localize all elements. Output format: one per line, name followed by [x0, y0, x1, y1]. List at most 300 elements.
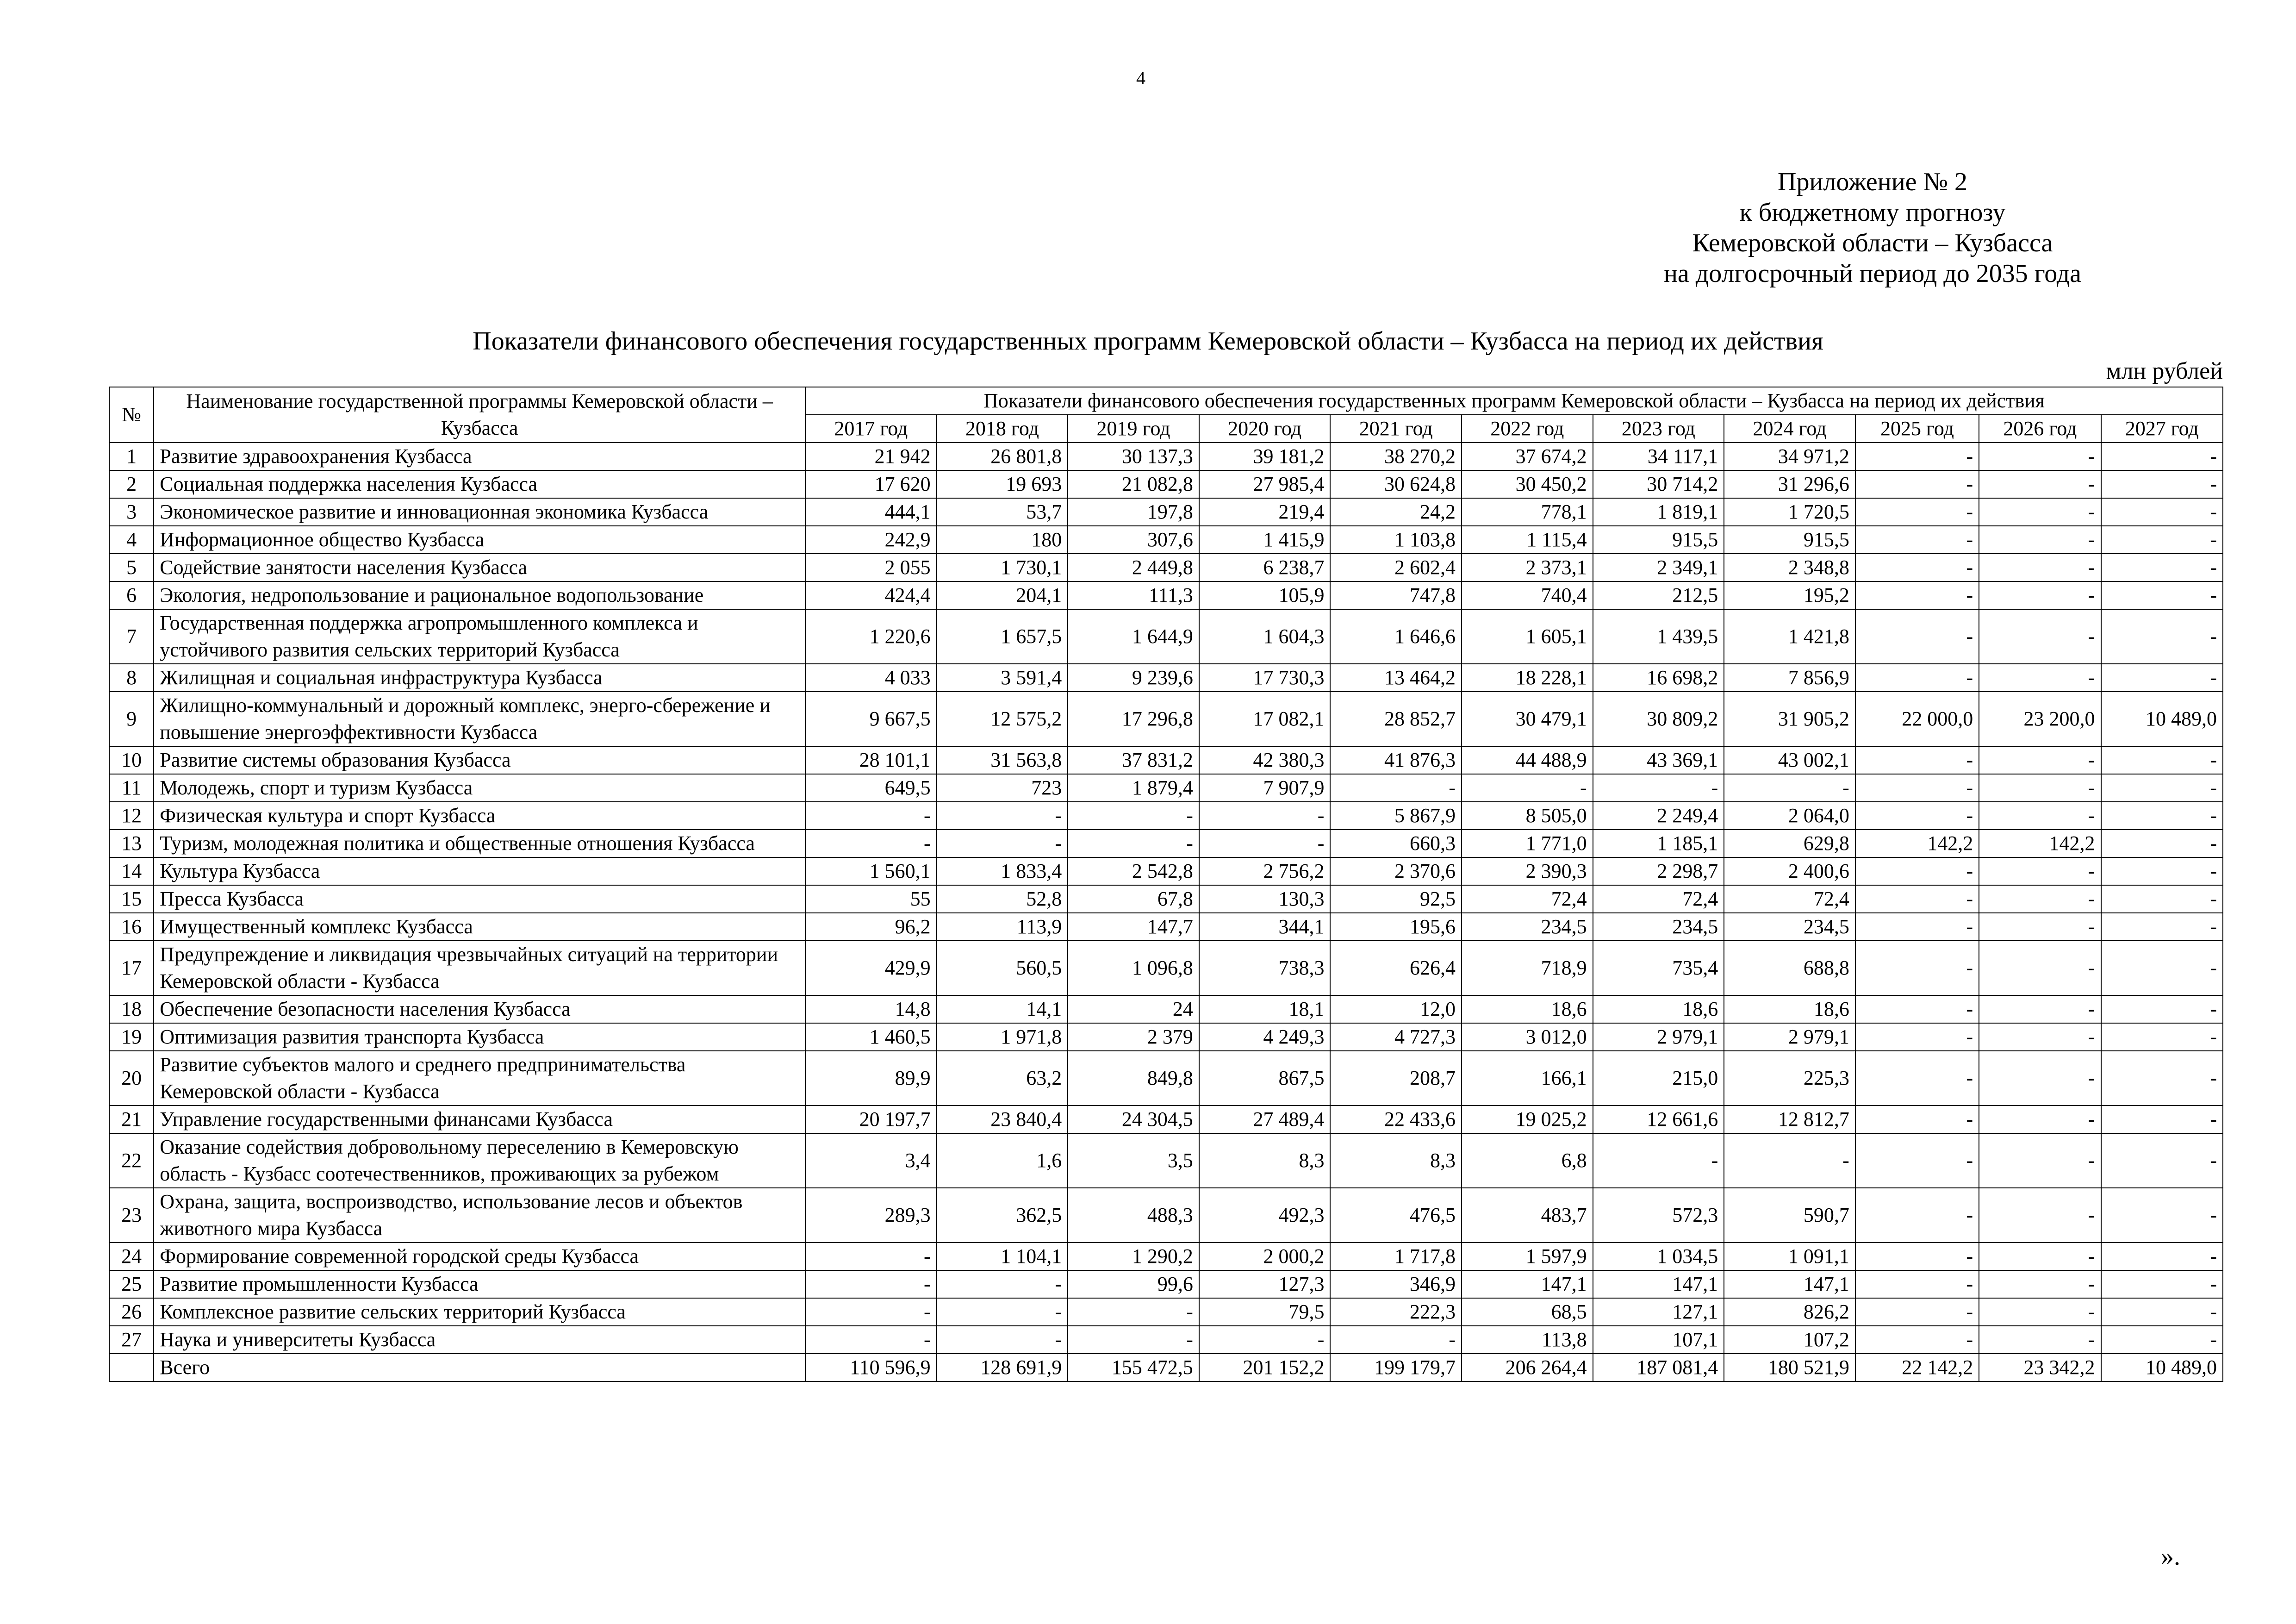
- row-number: 17: [109, 941, 154, 995]
- value-cell: -: [1855, 1106, 1979, 1133]
- value-cell: 219,4: [1199, 498, 1331, 526]
- value-cell: 362,5: [937, 1188, 1068, 1243]
- table-row: [109, 1326, 2223, 1354]
- value-cell: -: [1979, 443, 2101, 470]
- value-cell: 1 604,3: [1199, 609, 1331, 664]
- value-cell: 27 489,4: [1199, 1106, 1331, 1133]
- table-row: [109, 1133, 2223, 1188]
- total-value-cell: 128 691,9: [937, 1354, 1068, 1381]
- value-cell: 96,2: [805, 913, 937, 941]
- value-cell: 1 103,8: [1330, 526, 1462, 554]
- program-name: Оказание содействия добровольному переселению в Кемеровскую область - Кузбасс соотечественников, проживающих за рубежом: [154, 1133, 805, 1188]
- value-cell: 444,1: [805, 498, 937, 526]
- value-cell: 31 296,6: [1724, 470, 1855, 498]
- value-cell: 43 002,1: [1724, 746, 1855, 774]
- table-row: [109, 526, 2223, 554]
- program-name: Комплексное развитие сельских территорий Кузбасса: [154, 1298, 805, 1326]
- value-cell: 476,5: [1330, 1188, 1462, 1243]
- row-number: 8: [109, 664, 154, 692]
- value-cell: -: [1593, 1133, 1724, 1188]
- value-cell: -: [1855, 1133, 1979, 1188]
- value-cell: 867,5: [1199, 1051, 1331, 1106]
- program-name: Наука и университеты Кузбасса: [154, 1326, 805, 1354]
- value-cell: 8,3: [1330, 1133, 1462, 1188]
- value-cell: 1 644,9: [1068, 609, 1199, 664]
- value-cell: 2 400,6: [1724, 857, 1855, 885]
- total-row: [109, 1354, 2223, 1381]
- program-name: Управление государственными финансами Кузбасса: [154, 1106, 805, 1133]
- value-cell: 43 369,1: [1593, 746, 1724, 774]
- value-cell: 1 220,6: [805, 609, 937, 664]
- value-cell: 130,3: [1199, 885, 1331, 913]
- header-year: 2019 год: [1068, 415, 1199, 443]
- value-cell: 21 942: [805, 443, 937, 470]
- value-cell: 89,9: [805, 1051, 937, 1106]
- value-cell: 24: [1068, 995, 1199, 1023]
- value-cell: 195,6: [1330, 913, 1462, 941]
- value-cell: -: [1979, 1023, 2101, 1051]
- value-cell: 2 055: [805, 554, 937, 581]
- value-cell: 18,6: [1724, 995, 1855, 1023]
- row-number: 19: [109, 1023, 154, 1051]
- value-cell: 289,3: [805, 1188, 937, 1243]
- value-cell: 107,1: [1593, 1326, 1724, 1354]
- value-cell: 99,6: [1068, 1270, 1199, 1298]
- value-cell: 12 812,7: [1724, 1106, 1855, 1133]
- header-year: 2020 год: [1199, 415, 1331, 443]
- value-cell: 10 489,0: [2101, 692, 2223, 746]
- row-number: 7: [109, 609, 154, 664]
- value-cell: 1 879,4: [1068, 774, 1199, 802]
- value-cell: 14,1: [937, 995, 1068, 1023]
- value-cell: -: [1855, 443, 1979, 470]
- table-row: [109, 995, 2223, 1023]
- value-cell: 1 771,0: [1462, 830, 1593, 857]
- program-name: Имущественный комплекс Кузбасса: [154, 913, 805, 941]
- program-name: Обеспечение безопасности населения Кузбасса: [154, 995, 805, 1023]
- value-cell: 2 373,1: [1462, 554, 1593, 581]
- value-cell: -: [1979, 802, 2101, 830]
- value-cell: 31 905,2: [1724, 692, 1855, 746]
- value-cell: 9 667,5: [805, 692, 937, 746]
- value-cell: 142,2: [1979, 830, 2101, 857]
- value-cell: 147,7: [1068, 913, 1199, 941]
- value-cell: -: [1462, 774, 1593, 802]
- value-cell: -: [1979, 1298, 2101, 1326]
- value-cell: 37 831,2: [1068, 746, 1199, 774]
- table-row: [109, 830, 2223, 857]
- value-cell: -: [1855, 470, 1979, 498]
- header-year: 2018 год: [937, 415, 1068, 443]
- value-cell: 55: [805, 885, 937, 913]
- value-cell: 12,0: [1330, 995, 1462, 1023]
- row-number: 5: [109, 554, 154, 581]
- value-cell: -: [1979, 1051, 2101, 1106]
- value-cell: 19 693: [937, 470, 1068, 498]
- value-cell: -: [937, 1326, 1068, 1354]
- value-cell: 27 985,4: [1199, 470, 1331, 498]
- value-cell: 4 727,3: [1330, 1023, 1462, 1051]
- row-number: 14: [109, 857, 154, 885]
- program-name: Государственная поддержка агропромышленного комплекса и устойчивого развития сельских территорий Кузбасса: [154, 609, 805, 664]
- value-cell: 21 082,8: [1068, 470, 1199, 498]
- value-cell: 107,2: [1724, 1326, 1855, 1354]
- total-label: Всего: [154, 1354, 805, 1381]
- value-cell: 9 239,6: [1068, 664, 1199, 692]
- value-cell: 649,5: [805, 774, 937, 802]
- program-name: Культура Кузбасса: [154, 857, 805, 885]
- value-cell: -: [2101, 941, 2223, 995]
- total-value-cell: 201 152,2: [1199, 1354, 1331, 1381]
- header-year: 2021 год: [1330, 415, 1462, 443]
- value-cell: -: [805, 1298, 937, 1326]
- row-number: 27: [109, 1326, 154, 1354]
- value-cell: 113,8: [1462, 1326, 1593, 1354]
- program-name: Туризм, молодежная политика и общественные отношения Кузбасса: [154, 830, 805, 857]
- value-cell: 1 720,5: [1724, 498, 1855, 526]
- value-cell: 44 488,9: [1462, 746, 1593, 774]
- row-number: 15: [109, 885, 154, 913]
- row-number: 25: [109, 1270, 154, 1298]
- value-cell: -: [2101, 554, 2223, 581]
- value-cell: -: [2101, 526, 2223, 554]
- value-cell: 1 657,5: [937, 609, 1068, 664]
- header-year: 2017 год: [805, 415, 937, 443]
- row-number: 9: [109, 692, 154, 746]
- value-cell: 37 674,2: [1462, 443, 1593, 470]
- value-cell: 2 979,1: [1724, 1023, 1855, 1051]
- program-name: Жилищно-коммунальный и дорожный комплекс, энерго-сбережение и повышение энергоэффективности Кузбасса: [154, 692, 805, 746]
- value-cell: 234,5: [1462, 913, 1593, 941]
- value-cell: 18,6: [1593, 995, 1724, 1023]
- table-body: [109, 443, 2223, 1381]
- value-cell: 3,5: [1068, 1133, 1199, 1188]
- value-cell: 826,2: [1724, 1298, 1855, 1326]
- value-cell: 147,1: [1462, 1270, 1593, 1298]
- value-cell: -: [2101, 857, 2223, 885]
- table-row: [109, 1106, 2223, 1133]
- value-cell: 127,1: [1593, 1298, 1724, 1326]
- value-cell: 127,3: [1199, 1270, 1331, 1298]
- value-cell: -: [2101, 1023, 2223, 1051]
- value-cell: -: [1855, 498, 1979, 526]
- value-cell: 1 819,1: [1593, 498, 1724, 526]
- value-cell: 12 661,6: [1593, 1106, 1724, 1133]
- value-cell: 2 379: [1068, 1023, 1199, 1051]
- value-cell: -: [2101, 802, 2223, 830]
- program-name: Информационное общество Кузбасса: [154, 526, 805, 554]
- value-cell: 111,3: [1068, 581, 1199, 609]
- table-row: [109, 941, 2223, 995]
- table-row: [109, 1298, 2223, 1326]
- value-cell: -: [1855, 885, 1979, 913]
- header-year: 2023 год: [1593, 415, 1724, 443]
- value-cell: 242,9: [805, 526, 937, 554]
- program-name: Оптимизация развития транспорта Кузбасса: [154, 1023, 805, 1051]
- value-cell: -: [1068, 802, 1199, 830]
- value-cell: 307,6: [1068, 526, 1199, 554]
- value-cell: -: [1855, 1326, 1979, 1354]
- program-name: Экология, недропользование и рациональное водопользование: [154, 581, 805, 609]
- value-cell: -: [1855, 913, 1979, 941]
- value-cell: 31 563,8: [937, 746, 1068, 774]
- value-cell: 1,6: [937, 1133, 1068, 1188]
- financial-table: [109, 387, 2223, 1382]
- table-row: [109, 554, 2223, 581]
- table-row: [109, 1188, 2223, 1243]
- value-cell: 1 290,2: [1068, 1243, 1199, 1270]
- row-number: 20: [109, 1051, 154, 1106]
- value-cell: 30 479,1: [1462, 692, 1593, 746]
- table-row: [109, 443, 2223, 470]
- value-cell: -: [805, 1243, 937, 1270]
- value-cell: 688,8: [1724, 941, 1855, 995]
- value-cell: 72,4: [1724, 885, 1855, 913]
- value-cell: -: [1979, 857, 2101, 885]
- value-cell: 8 505,0: [1462, 802, 1593, 830]
- program-name: Пресса Кузбасса: [154, 885, 805, 913]
- total-value-cell: 22 142,2: [1855, 1354, 1979, 1381]
- value-cell: -: [1855, 1298, 1979, 1326]
- value-cell: 30 624,8: [1330, 470, 1462, 498]
- table-row: [109, 581, 2223, 609]
- value-cell: -: [1199, 830, 1331, 857]
- table-row: [109, 857, 2223, 885]
- row-number: 6: [109, 581, 154, 609]
- row-number: 13: [109, 830, 154, 857]
- value-cell: 208,7: [1330, 1051, 1462, 1106]
- value-cell: -: [2101, 581, 2223, 609]
- value-cell: 17 082,1: [1199, 692, 1331, 746]
- value-cell: -: [2101, 913, 2223, 941]
- value-cell: -: [805, 802, 937, 830]
- value-cell: 39 181,2: [1199, 443, 1331, 470]
- table-header: [109, 387, 2223, 443]
- value-cell: -: [1979, 746, 2101, 774]
- value-cell: 22 000,0: [1855, 692, 1979, 746]
- value-cell: 197,8: [1068, 498, 1199, 526]
- value-cell: -: [1855, 609, 1979, 664]
- value-cell: 3,4: [805, 1133, 937, 1188]
- value-cell: 2 298,7: [1593, 857, 1724, 885]
- value-cell: -: [1855, 774, 1979, 802]
- value-cell: 105,9: [1199, 581, 1331, 609]
- value-cell: 1 646,6: [1330, 609, 1462, 664]
- value-cell: 92,5: [1330, 885, 1462, 913]
- value-cell: -: [1068, 1298, 1199, 1326]
- value-cell: -: [1979, 609, 2101, 664]
- total-value-cell: 206 264,4: [1462, 1354, 1593, 1381]
- appendix-line: Кемеровской области – Кузбасса: [1692, 229, 2053, 257]
- total-value-cell: 10 489,0: [2101, 1354, 2223, 1381]
- appendix-line: к бюджетному прогнозу: [1739, 198, 2006, 227]
- value-cell: 18 228,1: [1462, 664, 1593, 692]
- value-cell: 660,3: [1330, 830, 1462, 857]
- table-row: [109, 802, 2223, 830]
- value-cell: 738,3: [1199, 941, 1331, 995]
- value-cell: -: [805, 1326, 937, 1354]
- value-cell: -: [1855, 1051, 1979, 1106]
- value-cell: 147,1: [1593, 1270, 1724, 1298]
- value-cell: -: [2101, 1051, 2223, 1106]
- header-program-name: Наименование государственной программы Кемеровской области – Кузбасса: [154, 387, 805, 443]
- value-cell: 590,7: [1724, 1188, 1855, 1243]
- row-number: 21: [109, 1106, 154, 1133]
- value-cell: 1 415,9: [1199, 526, 1331, 554]
- total-value-cell: 180 521,9: [1724, 1354, 1855, 1381]
- value-cell: 1 717,8: [1330, 1243, 1462, 1270]
- value-cell: 915,5: [1593, 526, 1724, 554]
- value-cell: -: [1855, 554, 1979, 581]
- value-cell: 113,9: [937, 913, 1068, 941]
- value-cell: 28 852,7: [1330, 692, 1462, 746]
- table-row: [109, 1051, 2223, 1106]
- value-cell: 23 200,0: [1979, 692, 2101, 746]
- value-cell: 424,4: [805, 581, 937, 609]
- value-cell: -: [1068, 1326, 1199, 1354]
- value-cell: 24 304,5: [1068, 1106, 1199, 1133]
- value-cell: 1 560,1: [805, 857, 937, 885]
- table-row: [109, 664, 2223, 692]
- program-name: Молодежь, спорт и туризм Кузбасса: [154, 774, 805, 802]
- header-year: 2025 год: [1855, 415, 1979, 443]
- value-cell: 30 809,2: [1593, 692, 1724, 746]
- row-number: 4: [109, 526, 154, 554]
- value-cell: 2 000,2: [1199, 1243, 1331, 1270]
- value-cell: -: [2101, 830, 2223, 857]
- value-cell: -: [1855, 1243, 1979, 1270]
- value-cell: 53,7: [937, 498, 1068, 526]
- value-cell: 67,8: [1068, 885, 1199, 913]
- value-cell: 1 460,5: [805, 1023, 937, 1051]
- row-number: 18: [109, 995, 154, 1023]
- value-cell: 2 602,4: [1330, 554, 1462, 581]
- table-row: [109, 692, 2223, 746]
- table-row: [109, 1243, 2223, 1270]
- value-cell: -: [2101, 1243, 2223, 1270]
- value-cell: -: [1855, 664, 1979, 692]
- value-cell: -: [2101, 470, 2223, 498]
- header-year: 2027 год: [2101, 415, 2223, 443]
- value-cell: -: [2101, 1298, 2223, 1326]
- value-cell: -: [1855, 746, 1979, 774]
- value-cell: -: [937, 830, 1068, 857]
- value-cell: -: [1855, 941, 1979, 995]
- value-cell: 1 421,8: [1724, 609, 1855, 664]
- value-cell: 72,4: [1593, 885, 1724, 913]
- value-cell: -: [1979, 581, 2101, 609]
- value-cell: -: [2101, 1270, 2223, 1298]
- appendix-line: Приложение № 2: [1778, 168, 1967, 196]
- total-value-cell: 187 081,4: [1593, 1354, 1724, 1381]
- value-cell: 14,8: [805, 995, 937, 1023]
- value-cell: 849,8: [1068, 1051, 1199, 1106]
- value-cell: 488,3: [1068, 1188, 1199, 1243]
- value-cell: -: [1979, 664, 2101, 692]
- value-cell: 4 033: [805, 664, 937, 692]
- value-cell: 560,5: [937, 941, 1068, 995]
- value-cell: 1 605,1: [1462, 609, 1593, 664]
- total-value-cell: 23 342,2: [1979, 1354, 2101, 1381]
- value-cell: 429,9: [805, 941, 937, 995]
- value-cell: 735,4: [1593, 941, 1724, 995]
- value-cell: -: [1979, 554, 2101, 581]
- appendix-line: на долгосрочный период до 2035 года: [1663, 259, 2082, 288]
- value-cell: -: [2101, 995, 2223, 1023]
- program-name: Развитие системы образования Кузбасса: [154, 746, 805, 774]
- value-cell: 225,3: [1724, 1051, 1855, 1106]
- value-cell: 1 115,4: [1462, 526, 1593, 554]
- value-cell: 4 249,3: [1199, 1023, 1331, 1051]
- program-name: Охрана, защита, воспроизводство, использование лесов и объектов животного мира Кузбасса: [154, 1188, 805, 1243]
- table-row: [109, 609, 2223, 664]
- value-cell: -: [1855, 1188, 1979, 1243]
- value-cell: -: [2101, 1133, 2223, 1188]
- value-cell: 142,2: [1855, 830, 1979, 857]
- value-cell: 7 907,9: [1199, 774, 1331, 802]
- value-cell: 2 390,3: [1462, 857, 1593, 885]
- value-cell: -: [805, 830, 937, 857]
- table-row: [109, 470, 2223, 498]
- row-number: 24: [109, 1243, 154, 1270]
- value-cell: 2 249,4: [1593, 802, 1724, 830]
- row-number: 2: [109, 470, 154, 498]
- value-cell: 17 296,8: [1068, 692, 1199, 746]
- value-cell: 5 867,9: [1330, 802, 1462, 830]
- program-name: Содействие занятости населения Кузбасса: [154, 554, 805, 581]
- table-row: [109, 746, 2223, 774]
- value-cell: 180: [937, 526, 1068, 554]
- row-number: 11: [109, 774, 154, 802]
- page-number: 4: [1136, 68, 1145, 88]
- program-name: Экономическое развитие и инновационная экономика Кузбасса: [154, 498, 805, 526]
- row-number: 23: [109, 1188, 154, 1243]
- value-cell: 6 238,7: [1199, 554, 1331, 581]
- table-row: [109, 885, 2223, 913]
- value-cell: -: [2101, 1326, 2223, 1354]
- value-cell: 1 185,1: [1593, 830, 1724, 857]
- value-cell: 20 197,7: [805, 1106, 937, 1133]
- value-cell: 30 714,2: [1593, 470, 1724, 498]
- table-row: [109, 1270, 2223, 1298]
- value-cell: 24,2: [1330, 498, 1462, 526]
- value-cell: 3 012,0: [1462, 1023, 1593, 1051]
- program-name: Жилищная и социальная инфраструктура Кузбасса: [154, 664, 805, 692]
- program-name: Социальная поддержка населения Кузбасса: [154, 470, 805, 498]
- value-cell: 79,5: [1199, 1298, 1331, 1326]
- value-cell: -: [2101, 774, 2223, 802]
- value-cell: 18,6: [1462, 995, 1593, 1023]
- value-cell: 718,9: [1462, 941, 1593, 995]
- value-cell: 23 840,4: [937, 1106, 1068, 1133]
- closing-mark: ».: [2161, 1542, 2180, 1571]
- value-cell: 1 439,5: [1593, 609, 1724, 664]
- value-cell: 1 833,4: [937, 857, 1068, 885]
- value-cell: 16 698,2: [1593, 664, 1724, 692]
- value-cell: -: [1979, 885, 2101, 913]
- value-cell: -: [1068, 830, 1199, 857]
- header-year: 2022 год: [1462, 415, 1593, 443]
- program-name: Развитие промышленности Кузбасса: [154, 1270, 805, 1298]
- value-cell: -: [1979, 470, 2101, 498]
- value-cell: 1 597,9: [1462, 1243, 1593, 1270]
- value-cell: 26 801,8: [937, 443, 1068, 470]
- value-cell: -: [805, 1270, 937, 1298]
- value-cell: 52,8: [937, 885, 1068, 913]
- value-cell: -: [1979, 913, 2101, 941]
- value-cell: 626,4: [1330, 941, 1462, 995]
- value-cell: 41 876,3: [1330, 746, 1462, 774]
